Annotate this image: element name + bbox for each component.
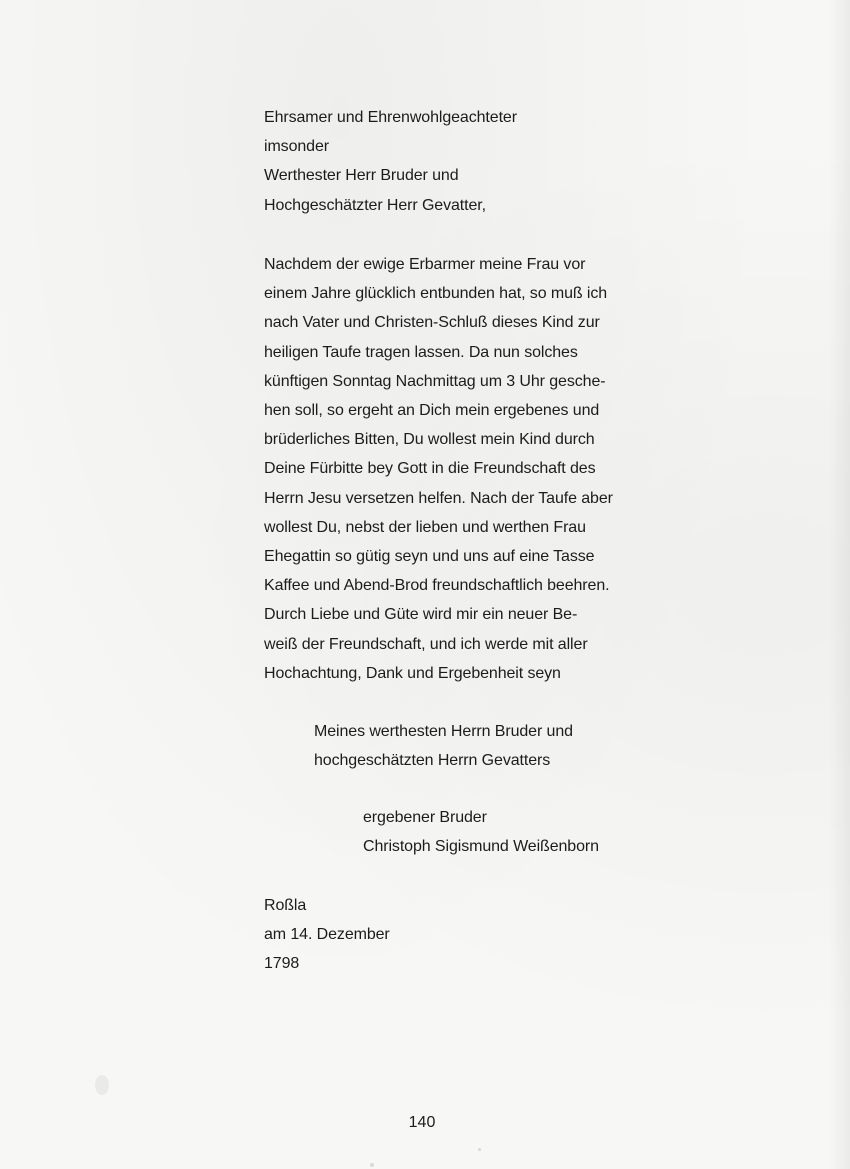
salutation: [264, 103, 517, 220]
page-number-container: [0, 1114, 850, 1132]
place-and-date: [264, 891, 390, 979]
closing-formula: [314, 717, 573, 775]
salutation-line: Werthester Herr Bruder und: [264, 167, 459, 185]
body-line: Kaffee und Abend-Brod freundschaftlich beehren.: [264, 577, 610, 595]
body-line: Hochachtung, Dank und Ergebenheit seyn: [264, 664, 561, 682]
scan-speck: [370, 1163, 374, 1167]
date: am 14. Dezember: [264, 926, 390, 944]
page-edge-shadow: [828, 0, 850, 1169]
body-line: Ehegattin so gütig seyn und uns auf eine Tasse: [264, 548, 595, 566]
signature-name: Christoph Sigismund Weißenborn: [363, 838, 599, 856]
salutation-line: imsonder: [264, 138, 330, 156]
body-line: brüderliches Bitten, Du wollest mein Kind durch: [264, 431, 595, 449]
body-line: Durch Liebe und Güte wird mir ein neuer Be-: [264, 606, 578, 624]
body-line: Nachdem der ewige Erbarmer meine Frau vor: [264, 256, 586, 273]
place: Roßla: [264, 897, 307, 914]
letter-body: [264, 250, 613, 688]
salutation-line: Ehrsamer und Ehrenwohlgeachteter: [264, 109, 517, 126]
body-line: weiß der Freundschaft, und ich werde mit aller: [264, 635, 588, 653]
body-line: künftigen Sonntag Nachmittag um 3 Uhr gesche-: [264, 372, 606, 390]
page-number: 140: [408, 1114, 436, 1131]
signature-line: ergebener Bruder: [363, 809, 487, 826]
year: 1798: [264, 955, 300, 973]
closing-line: Meines werthesten Herrn Bruder und: [314, 723, 573, 740]
body-line: hen soll, so ergeht an Dich mein ergebenes und: [264, 402, 600, 420]
body-line: nach Vater und Christen-Schluß dieses Kind zur: [264, 314, 600, 332]
salutation-line: Hochgeschätzter Herr Gevatter,: [264, 196, 486, 214]
signature-block: [363, 803, 599, 861]
body-line: Herrn Jesu versetzen helfen. Nach der Taufe aber: [264, 489, 613, 507]
scan-speck: [95, 1075, 109, 1095]
body-line: wollest Du, nebst der lieben und werthen Frau: [264, 518, 586, 536]
scan-speck: [478, 1148, 481, 1151]
closing-line: hochgeschätzten Herrn Gevatters: [314, 752, 551, 770]
body-line: einem Jahre glücklich entbunden hat, so muß ich: [264, 285, 608, 303]
body-line: heiligen Taufe tragen lassen. Da nun solches: [264, 343, 578, 361]
body-line: Deine Fürbitte bey Gott in die Freundschaft des: [264, 460, 596, 478]
